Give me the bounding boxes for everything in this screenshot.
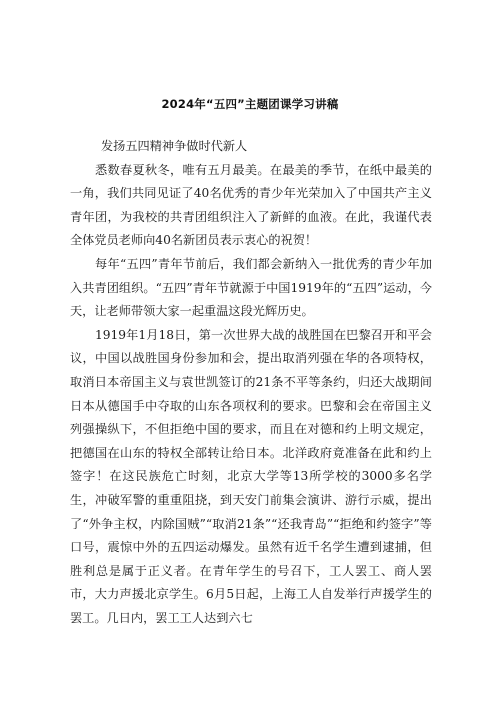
document-subtitle: 发扬五四精神争做时代新人 <box>101 139 248 153</box>
paragraph-1: 悉数春夏秋冬，唯有五月最美。在最美的季节，在纸中最美的一角，我们共同见证了40名优秀的青少年光荣加入了中国共产主义青年团，为我校的共青团组织注入了新鲜的血液。在此，我谨代表全体党员老师向40名新团员表示衷心的祝贺！ <box>70 162 432 248</box>
page-title: 2024年“五四”主题团课学习讲稿 <box>161 97 339 111</box>
paragraph-2: 每年“五四”青年节前后，我们都会新纳入一批优秀的青少年加入共青团组织。“五四”青年节就源于中国1919年的“五四”运动，今天，让老师带领大家一起重温这段光辉历史。 <box>70 256 432 319</box>
paragraph-3: 1919年1月18日，第一次世界大战的战胜国在巴黎召开和平会议，中国以战胜国身份参加和会，提出取消列强在华的各项特权，取消日本帝国主义与袁世凯签订的21条不平等条约，归还大战期间日本从德国手中夺取的山东各项权利的要求。巴黎和会在帝国主义列强操纵下，不但拒绝中国的要求，而且在对德和约上明文规定，把德国在山东的特权全部转让给日本。北洋政府竟准备在此和约上签字！在这民族危亡时刻，北京大学等13所学校的3000多名学生，冲破军警的重重阻挠，到天安门前集会演讲、游行示威，提出了“外争主权，内除国贼”“取消21条”“还我青岛”“拒绝和约签字”等口号，震惊中外的五四运动爆发。虽然有近千名学生遭到逮捕，但胜利总是属于正义者。在青年学生的号召下，工人罢工、商人罢市，大力声援北京学生。6月5日起，上海工人自发举行声援学生的罢工。几日内，罢工工人达到六七 <box>70 327 432 625</box>
document-body <box>70 135 432 630</box>
